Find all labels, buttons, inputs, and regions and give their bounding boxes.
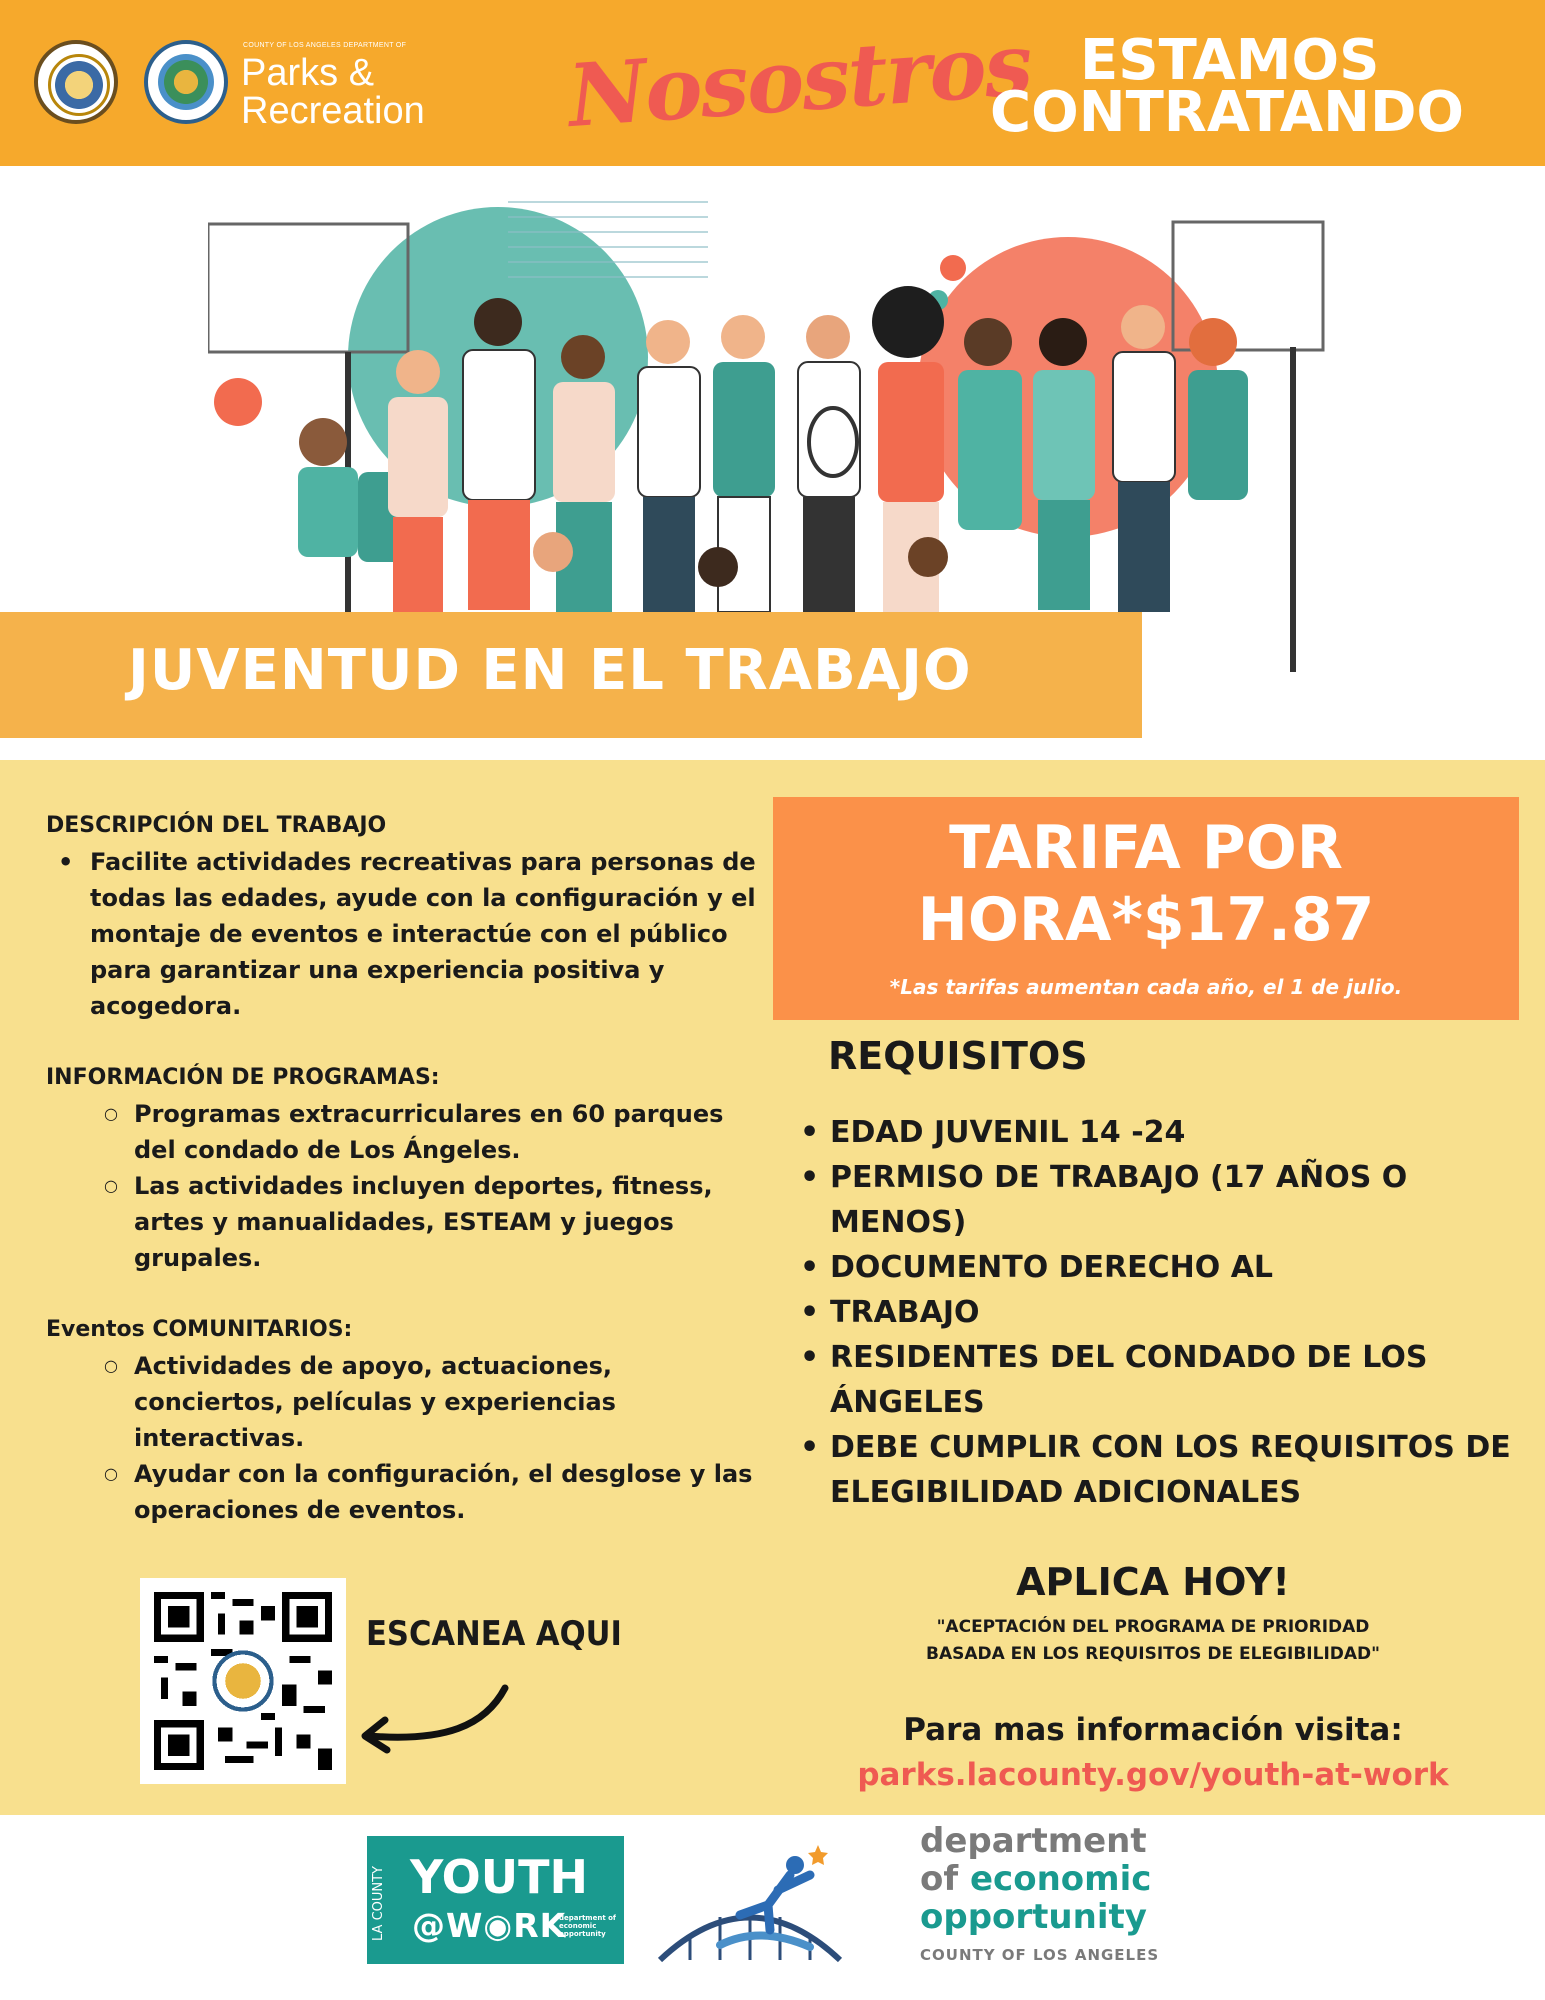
description-heading: DESCRIPCIÓN DEL TRABAJO [46,813,387,838]
info-url-link[interactable]: parks.lacounty.gov/youth-at-work [857,1757,1449,1793]
youth-at-work-logo [367,1836,624,1964]
requirements-title: REQUISITOS [828,1034,1088,1078]
brand-line-1: Parks & [241,52,375,94]
apply-title: APLICA HOY! [1016,1560,1290,1604]
yaw-work-text: @W◉RK [412,1906,567,1945]
yaw-youth-text: YOUTH [410,1850,589,1904]
description-item: • Facilite actividades recreativas para personas de todas las edades, ayude con la configuración y el montaje de eventos e interactúe con el público para garantizar una experiencia positiva y acogedora. [90,844,766,1024]
events-item: ○ Ayudar con la configuración, el desglose y las operaciones de eventos. [134,1456,766,1528]
rate-line-2: HORA*$17.87 [917,885,1375,955]
requirement-item: • EDAD JUVENIL 14 -24 [830,1110,1530,1155]
brand-name [241,54,425,130]
deo-line-2 [920,1860,1180,1898]
deo-line-3: opportunity [920,1897,1147,1937]
script-headline-word: Nosostros [565,13,1034,148]
yaw-la-county-text: LA COUNTY [371,1866,386,1942]
programs-list [134,1096,766,1276]
description-list [90,844,766,1024]
events-item: ○ Actividades de apoyo, actuaciones, conciertos, películas y experiencias interactivas. [134,1348,766,1456]
hiring-line-1: ESTAMOS [1080,28,1380,93]
apply-note [773,1614,1533,1668]
rate-line-1: TARIFA POR [949,813,1343,883]
events-heading: Eventos COMUNITARIOS: [46,1317,353,1342]
rate-note: *Las tarifas aumentan cada año, el 1 de julio. [889,975,1403,999]
requirement-item: • DOCUMENTO DERECHO AL [830,1245,1530,1290]
apply-note-line-2: BASADA EN LOS REQUISITOS DE ELEGIBILIDAD" [925,1644,1381,1664]
deo-line-1: department [920,1821,1147,1861]
hiring-line-2: CONTRATANDO [990,80,1465,145]
requirement-item: • PERMISO DE TRABAJO (17 AÑOS O MENOS) [830,1155,1530,1245]
deo-line-2b: economic [970,1859,1152,1899]
deo-line-4: COUNTY OF LOS ANGELES [920,1946,1160,1964]
hourly-rate-box [773,797,1519,1020]
county-seal-logo [34,40,118,124]
apply-note-line-1: "ACEPTACIÓN DEL PROGRAMA DE PRIORIDAD [936,1617,1370,1637]
job-info-column [46,808,766,1528]
deo-line-2a: of [920,1859,959,1899]
arrow-left-icon [355,1676,515,1756]
parks-seal-logo [144,40,228,124]
banner-title: JUVENTUD EN EL TRABAJO [128,638,972,703]
qr-code-graphic [154,1592,332,1770]
runner-bridge-logo [650,1835,850,1975]
brand-line-2: Recreation [241,90,425,132]
info-line: Para mas información visita: [903,1712,1403,1748]
yaw-dept-text: department of economic opportunity [559,1914,616,1938]
brand-department-line: COUNTY OF LOS ANGELES DEPARTMENT OF [243,42,407,49]
scan-here-label: ESCANEA AQUI [366,1614,622,1654]
programs-item: ○ Las actividades incluyen deportes, fitness, artes y manualidades, ESTEAM y juegos grupales. [134,1168,766,1276]
requirements-list [830,1110,1530,1515]
deo-logo [920,1822,1180,1964]
requirement-item: • RESIDENTES DEL CONDADO DE LOS ÁNGELES [830,1335,1530,1425]
programs-heading: INFORMACIÓN DE PROGRAMAS: [46,1065,440,1090]
requirement-item: • TRABAJO [830,1290,1530,1335]
requirement-item: • DEBE CUMPLIR CON LOS REQUISITOS DE ELEGIBILIDAD ADICIONALES [830,1425,1530,1515]
programs-item: ○ Programas extracurriculares en 60 parques del condado de Los Ángeles. [134,1096,766,1168]
qr-code[interactable] [140,1578,346,1784]
events-list [134,1348,766,1528]
